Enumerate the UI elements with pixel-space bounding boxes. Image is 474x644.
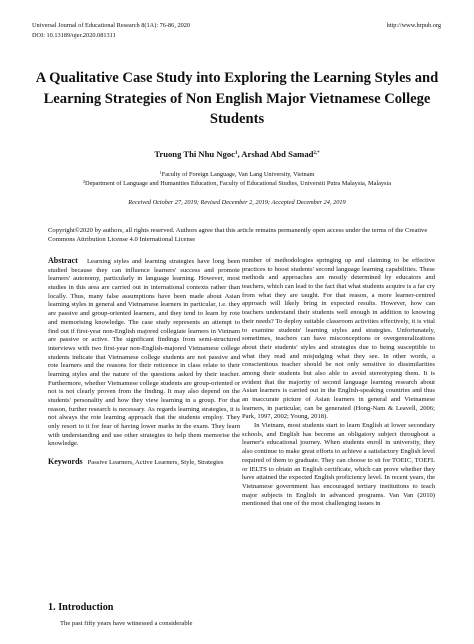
- doi: DOI: 10.13189/ujer.2020.081311: [32, 31, 116, 39]
- keywords: [48, 458, 240, 468]
- paper-title: A Qualitative Case Study into Exploring the Learning Styles and Learning Strategies of Non English Major Vietnamese College Students: [35, 70, 439, 127]
- submission-dates: Received October 27, 2019; Revised December 2, 2019; Accepted December 24, 2019: [128, 199, 346, 206]
- keywords-label: Keywords: [48, 457, 83, 467]
- affiliation-2-text: Department of Language and Humanities Education, Faculty of Educational Studies, Universiti Putra Malaysia, Malaysia: [85, 180, 392, 187]
- intro-first-line: The past fifty years have witnessed a considerable: [60, 620, 193, 627]
- journal-header: [32, 21, 190, 40]
- journal-url[interactable]: http://www.hrpub.org: [386, 22, 441, 29]
- author-1-affiliation: 1: [234, 151, 238, 156]
- affiliation-2: [0, 178, 474, 188]
- author-2-affiliation: 2,*: [313, 151, 320, 156]
- author-separator: ,: [237, 149, 242, 159]
- left-column: [48, 257, 240, 468]
- author-line: [0, 148, 474, 160]
- keywords-text: Passive Learners, Active Learners, Style, Strategies: [87, 459, 224, 467]
- right-paragraph-2: In Vietnam, most students start to learn English at lower secondary schools, and English has become an obligatory subject throughout a learner's educational journey. When students enroll in university, they also continue to make great efforts to achieve a satisfactory English level required of them to graduate. They can choose to sit for TOEIC, TOEFL or IELTS to obtain an English certificate, which can prove whether they have attained the expected English proficiency level. In recent years, the Vietnamese government has encouraged tertiary institutions to teach major subjects in English in advanced programs. Van Van (2010) mentioned that one of the most challenging issues in: [242, 422, 435, 508]
- copyright-notice: Copyright©2020 by authors, all rights reserved. Authors agree that this article remains permanently open access under the terms of the Creative Commons Attribution License 4.0 International License: [48, 227, 428, 243]
- right-paragraph-1: number of methodologies springing up and claiming to be effective practices to boost students' second language learning capabilities. These methods and approaches are mostly determined by educators and teachers, which can lead to the fact that what students acquire is a far cry from what they are taught. For that reason, a more learner-centred approach will likely bring in expected results. However, how can teachers understand their students well enough in addition to knowing their needs? To deploy suitable classroom activities effectively, it is vital to examine students' learning styles and strategies. Unfortunately, sometimes, teachers can have misconceptions or overgeneralizations about their students' styles and strategies due to being susceptible to what they read and misjudging what they see. In other words, a conscientious teacher should be not only sensitive to dissimilarities among their students but also able to avoid stereotyping them. It is evident that the majority of second language learning research about Asian learners is carried out in the English-speaking countries and thus an inaccurate picture of Asian learners in general and Vietnamese learners, in particular, can be generated (Hong-Nam & Leavell, 2006; Park, 1997, 2002; Young, 2018).: [242, 257, 435, 421]
- affiliation-1-text: Faculty of Foreign Language, Van Lang University, Vietnam: [161, 171, 315, 178]
- abstract: [48, 257, 240, 449]
- affiliation-2-marker: 2: [82, 179, 86, 184]
- journal-citation: Universal Journal of Educational Research 8(1A): 76-86, 2020: [32, 22, 191, 29]
- right-column: [242, 257, 435, 509]
- abstract-label: Abstract: [48, 256, 78, 265]
- affiliation-1-marker: 1: [159, 170, 162, 175]
- abstract-text: Learning styles and learning strategies have long been studied because they can influence learners' success and promote learners' autonomy, particularly in language learning. However, most studies in this area are carried out in international contexts rather than locally. Thus, many false assumptions have been made about Asian learning styles in general and Vietnamese learners in particular, i.e. they are passive and group-oriented learners, and they tend to learn by rote and memorising knowledge. The case study represents an attempt to find out if first-year non-English majored collegiate learners in Vietnam are passive or active. The significant findings from semi-structured interviews with two first-year non-English-majored Vietnamese college students indicate that Vietnamese college students are not passive and rote learners and the reasons for their reticence in class relate to their learning styles and the nature of the questions asked by their teacher. Furthermore, whether Vietnamese college students are group-oriented or not is not clearly proven from the finding. It may also depend on the students' personality and how they view learning in a group. For that reason, further research is necessary. As regards learning strategies, it is not always the rote learning approach that the students employ. They only resort to it for fear of having lower marks in the exam. They learn with understanding and use other strategies to help them memorise the knowledge.: [48, 258, 241, 448]
- author-1: Truong Thi Nhu Ngoc: [154, 149, 235, 159]
- author-2: Arshad Abd Samad: [241, 149, 314, 159]
- section-heading-introduction: 1. Introduction: [48, 602, 114, 613]
